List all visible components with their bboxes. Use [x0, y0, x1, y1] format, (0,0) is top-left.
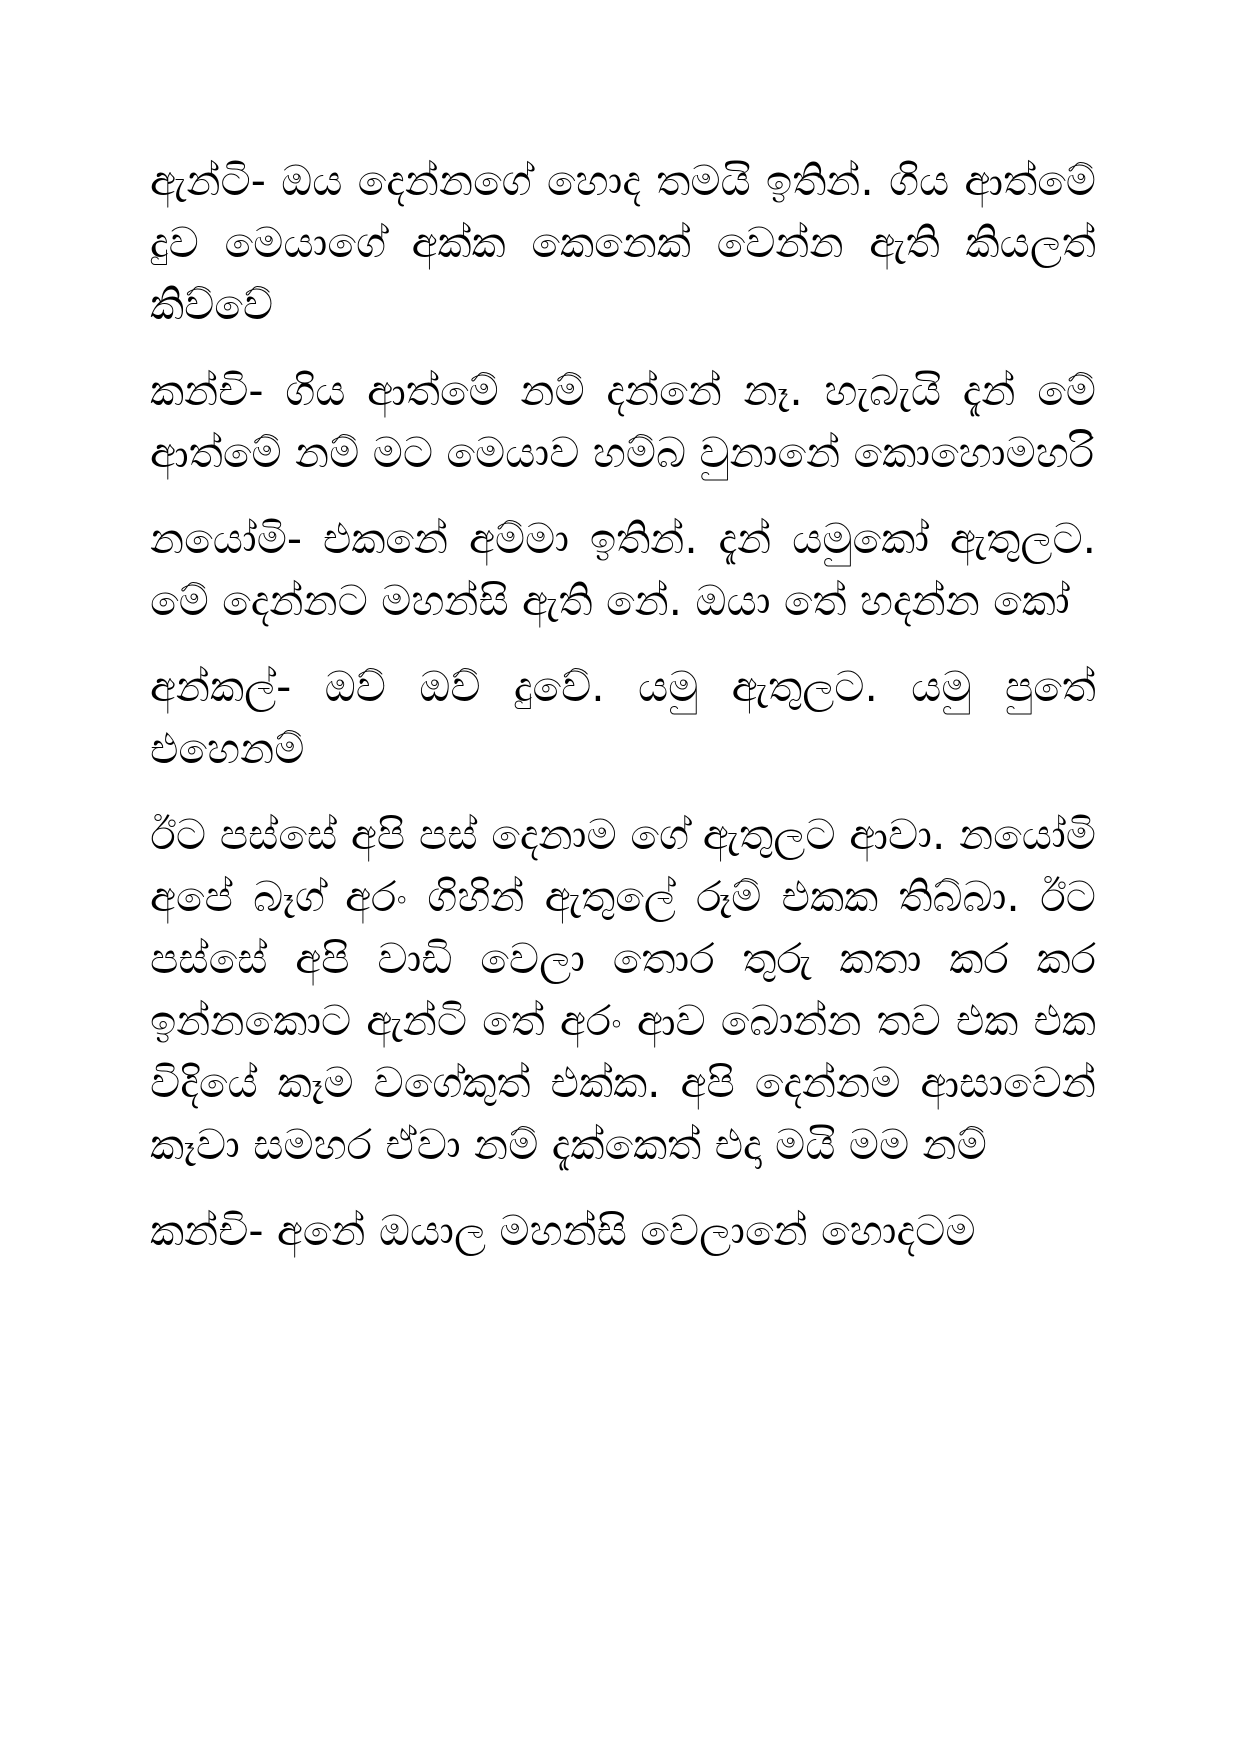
paragraph-uncle: අන්කල්- ඔව් ඔව් දුවේ. යමු ඇතුලට. යමු පුතේ එහෙනම් [150, 662, 1096, 773]
paragraph-kanchi-2: කන්චි- අනේ ඔයාල මහන්සි වෙලානේ හොදටම [150, 1206, 976, 1255]
text-column [150, 150, 1096, 1286]
paragraph-kanchi-1: කන්චි- ගිය ආත්මේ නම් දන්නේ නෑ. හැබැයි දැන් මේ ආත්මේ නම් මට මෙයාව හම්බ වුනානේ කොහොමහරි [150, 366, 1096, 477]
paragraph-narration: ඊට පස්සේ අපි පස් දෙනාම ගේ ඇතුලට ආවා. නයෝමි අපේ බෑග් අරං ගිහින් ඇතුලේ රූම් එකක තිබ්බා. ඊට පස්සේ අපි වාඩි වෙලා තොර තුරු කතා කර කර ඉන්නකොට ඇන්ටි තේ අරං ආව බොන්න තව එක එක විදියේ කෑම වගේකුත් එක්ක. අපි දෙන්නම ආසාවෙන් කෑවා සමහර ඒවා නම් දැක්කෙත් එදා මයි මම නම් [150, 810, 1096, 1169]
paragraph-nayomi: නයෝමි- එකනේ අම්මා ඉතින්. දැන් යමුකෝ ඇතුලට. මේ දෙන්නට මහන්සි ඇති නේ. ඔයා තේ හදන්න කෝ [150, 514, 1096, 625]
paragraph-aunty: ඇන්ටි- ඔය දෙන්නගේ හොද තමයි ඉතින්. ගිය ආත්මේ දුව මෙයාගේ අක්ක කෙනෙක් වෙන්න ඇති කියලත් කිව්වේ [150, 156, 1096, 329]
